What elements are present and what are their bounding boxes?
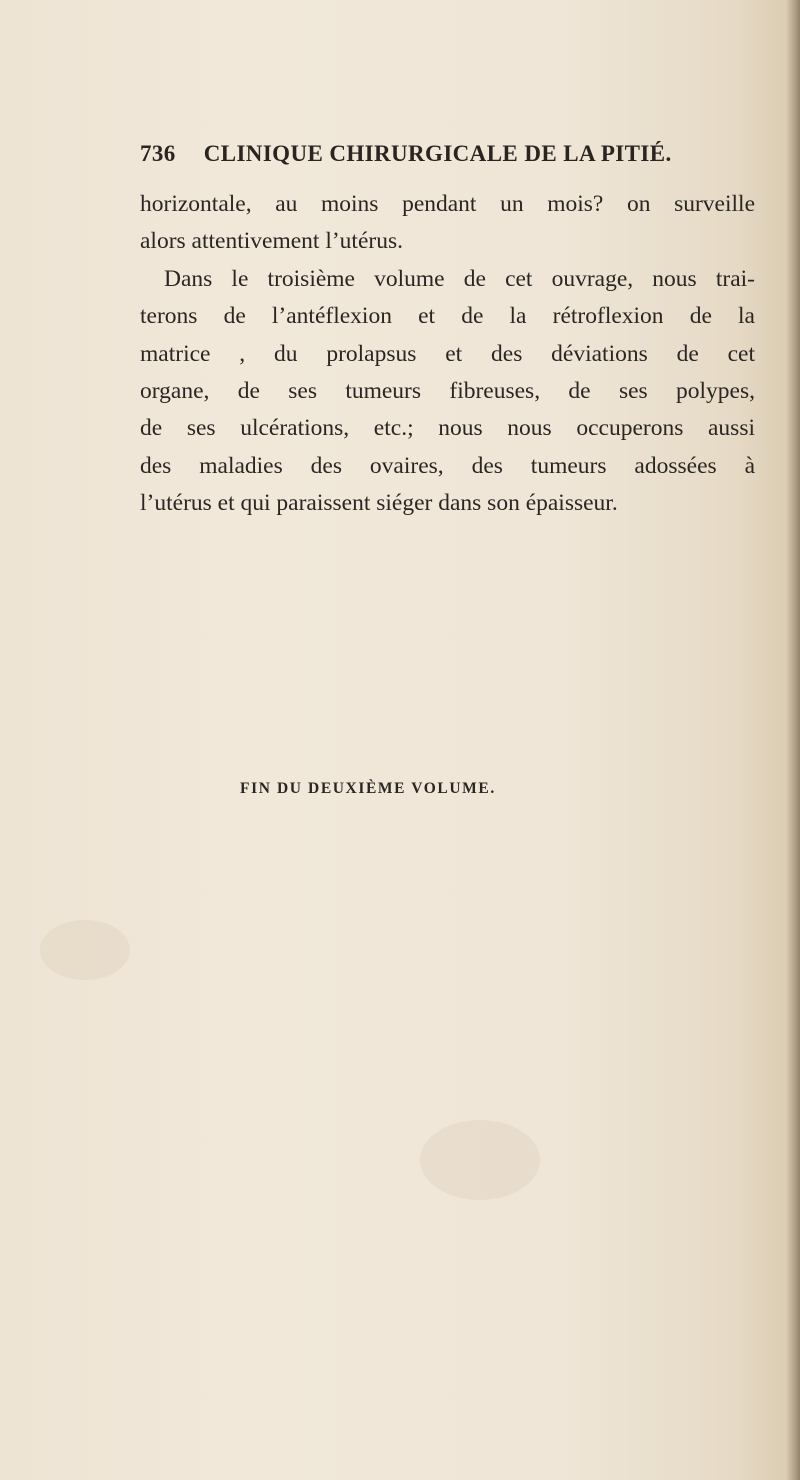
page-number: 736 — [140, 141, 176, 166]
text-line: alors attentivement l’utérus. — [140, 228, 403, 255]
text-line: l’utérus et qui paraissent siéger dans son épaisseur. — [140, 490, 618, 517]
running-head-title: CLINIQUE CHIRURGICALE DE LA PITIÉ. — [203, 141, 672, 166]
paper-stain — [40, 920, 130, 980]
text-line: horizontale, au moins pendant un mois? on surveille — [140, 191, 755, 217]
text-line: des maladies des ovaires, des tumeurs adossées à — [140, 452, 755, 479]
text-line: de ses ulcérations, etc.; nous nous occuperons aussi — [140, 415, 755, 442]
paper-stain — [420, 1120, 540, 1200]
text-line: organe, de ses tumeurs fibreuses, de ses polypes, — [140, 377, 755, 404]
text-line: Dans le troisième volume de cet ouvrage, nous trai- — [164, 265, 755, 292]
text-line: matrice , du prolapsus et des déviations de cet — [140, 340, 755, 367]
running-head — [140, 141, 700, 171]
body-text — [140, 186, 755, 523]
text-line: terons de l’antéflexion et de la rétroflexion de la — [140, 303, 755, 330]
end-of-volume-note: FIN DU DEUXIÈME VOLUME. — [240, 780, 496, 797]
page-edge-shadow — [786, 0, 800, 1480]
